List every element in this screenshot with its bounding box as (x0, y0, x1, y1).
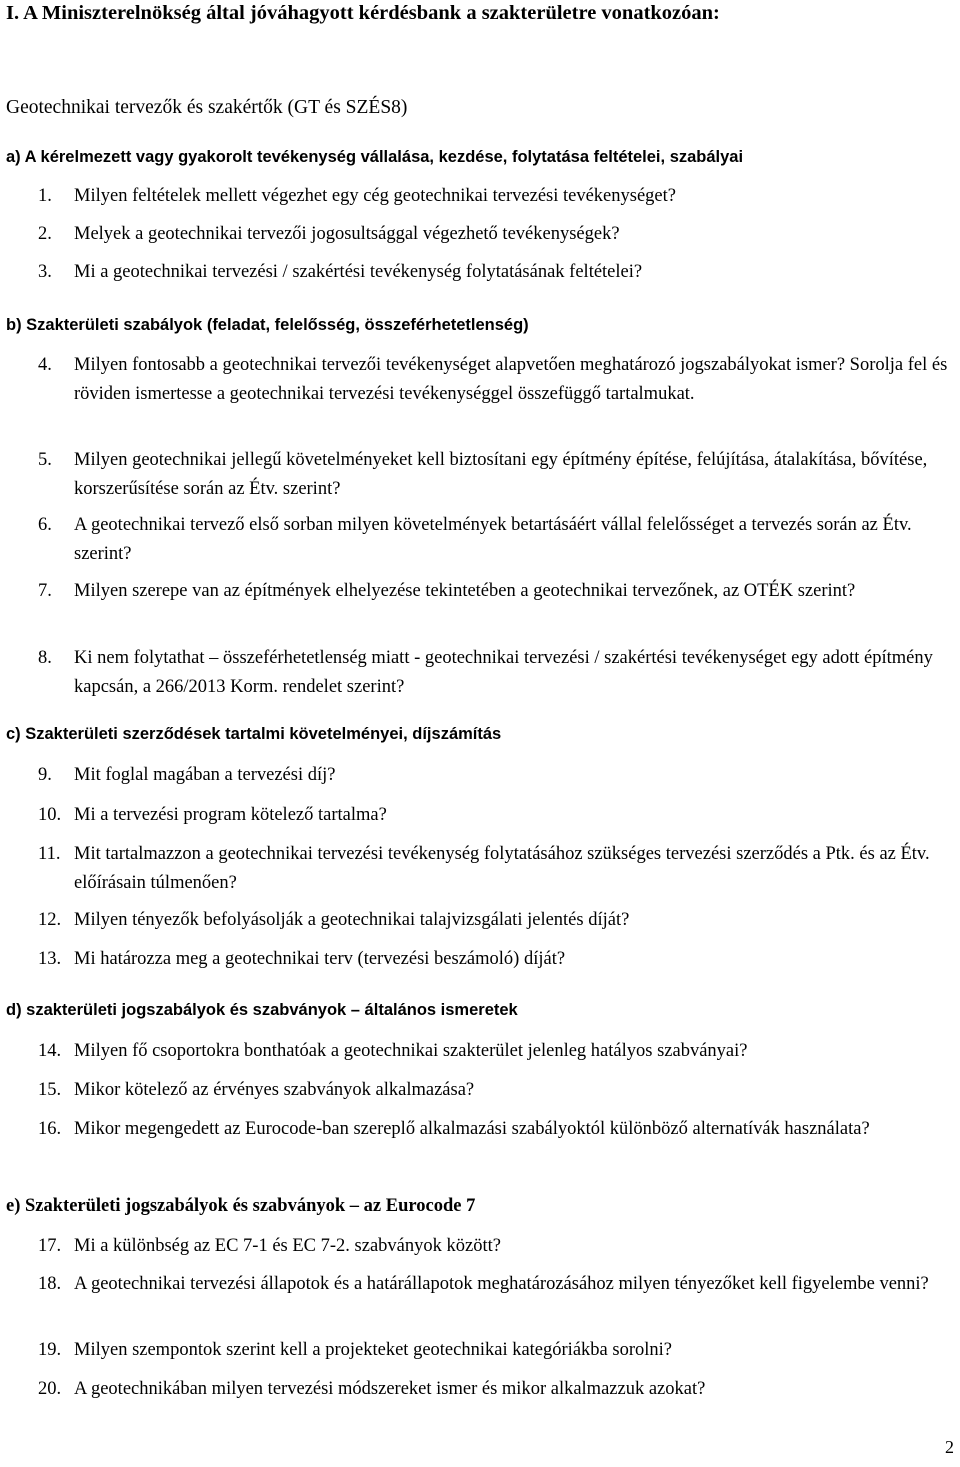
question-text: Mi a geotechnikai tervezési / szakértési tevékenység folytatásának feltételei? (74, 262, 643, 282)
question-text: Milyen fontosabb a geotechnikai tervezői tevékenységet alapvetően meghatározó jogszabályokat ismer? Sorolja fel és röviden ismertesse a geotechnikai tervezési tevékenységgel összefüggő tartalmukat. (74, 355, 948, 404)
question-number: 15. (38, 1080, 62, 1100)
question-number: 12. (38, 910, 62, 930)
question-number: 1. (38, 186, 52, 206)
page-number: 2 (945, 1437, 954, 1457)
subsection-b-heading: b) Szakterületi szabályok (feladat, felelősség, összeférhetetlenség) (6, 316, 529, 334)
question-text: Milyen geotechnikai jellegű követelményeket kell biztosítani egy építmény építése, felújítása, átalakítása, bővítése, korszerűsítése során az Étv. szerint? (74, 450, 928, 499)
question-item (38, 840, 948, 898)
subsection-d-heading: d) szakterületi jogszabályok és szabványok – általános ismeretek (6, 1001, 518, 1019)
question-text: Ki nem folytathat – összeférhetetlenség miatt - geotechnikai tervezési / szakértési tevékenységet egy adott építmény kapcsán, a 266/2013 Korm. rendelet szerint? (74, 648, 933, 697)
question-number: 17. (38, 1236, 62, 1256)
question-number: 3. (38, 262, 52, 282)
question-text: A geotechnikai tervező első sorban milyen követelmények betartásáért vállal felelősséget a tervezés során az Étv. szerint? (74, 515, 912, 564)
question-item (38, 1270, 948, 1299)
question-text: A geotechnikai tervezési állapotok és a határállapotok meghatározásához milyen tényezőket kell figyelembe venni? (74, 1274, 929, 1294)
question-text: Mikor megengedett az Eurocode-ban szereplő alkalmazási szabályoktól különböző alternatívák használata? (74, 1119, 870, 1139)
question-number: 20. (38, 1379, 62, 1399)
question-item (38, 644, 948, 702)
question-number: 5. (38, 450, 52, 470)
question-text: Mikor kötelező az érvényes szabványok alkalmazása? (74, 1080, 475, 1100)
question-item (38, 577, 948, 606)
question-item (38, 511, 948, 569)
question-text: Melyek a geotechnikai tervezői jogosultsággal végezhető tevékenységek? (74, 224, 620, 244)
question-text: Milyen szempontok szerint kell a projekteket geotechnikai kategóriákba sorolni? (74, 1340, 672, 1360)
question-item (38, 906, 948, 935)
question-text: Mi a tervezési program kötelező tartalma? (74, 805, 387, 825)
question-item (38, 1336, 948, 1365)
question-item (38, 945, 948, 974)
subsection-a-heading: a) A kérelmezett vagy gyakorolt tevékenység vállalása, kezdése, folytatása feltételei, szabályai (6, 148, 744, 166)
question-number: 11. (38, 844, 61, 864)
question-item (38, 1232, 948, 1261)
question-item (38, 220, 948, 249)
question-number: 7. (38, 581, 52, 601)
question-number: 4. (38, 355, 52, 375)
question-item (38, 801, 948, 830)
question-item (38, 761, 948, 790)
question-number: 8. (38, 648, 52, 668)
question-item (38, 258, 948, 287)
question-text: Mit foglal magában a tervezési díj? (74, 765, 336, 785)
question-item (38, 1037, 948, 1066)
question-item (38, 182, 948, 211)
question-number: 10. (38, 805, 62, 825)
question-item (38, 1115, 948, 1144)
question-text: A geotechnikában milyen tervezési módszereket ismer és mikor alkalmazzuk azokat? (74, 1379, 706, 1399)
question-text: Mi határozza meg a geotechnikai terv (tervezési beszámoló) díját? (74, 949, 566, 969)
question-text: Mit tartalmazzon a geotechnikai tervezési tevékenység folytatásához szükséges tervezési szerződés a Ptk. és az Étv. előírásain túlmenően? (74, 844, 930, 893)
question-number: 19. (38, 1340, 62, 1360)
subsection-c-heading: c) Szakterületi szerződések tartalmi követelményei, díjszámítás (6, 725, 502, 743)
question-number: 16. (38, 1119, 62, 1139)
question-number: 6. (38, 515, 52, 535)
question-text: Milyen szerepe van az építmények elhelyezése tekintetében a geotechnikai tervezőnek, az OTÉK szerint? (74, 581, 856, 601)
question-number: 14. (38, 1041, 62, 1061)
question-text: Mi a különbség az EC 7-1 és EC 7-2. szabványok között? (74, 1236, 501, 1256)
question-number: 9. (38, 765, 52, 785)
question-item (38, 351, 948, 409)
question-text: Milyen tényezők befolyásolják a geotechnikai talajvizsgálati jelentés díját? (74, 910, 630, 930)
page-title: I. A Miniszterelnökség által jóváhagyott kérdésbank a szakterületre vonatkozóan: (6, 2, 720, 24)
question-text: Milyen fő csoportokra bonthatóak a geotechnikai szakterület jelenleg hatályos szabványai? (74, 1041, 748, 1061)
question-item (38, 1076, 948, 1105)
subsection-e-heading: e) Szakterületi jogszabályok és szabványok – az Eurocode 7 (6, 1196, 476, 1216)
question-item (38, 1375, 948, 1404)
question-number: 2. (38, 224, 52, 244)
question-number: 18. (38, 1274, 62, 1294)
section-title: Geotechnikai tervezők és szakértők (GT és SZÉS8) (6, 97, 408, 118)
question-item (38, 446, 948, 504)
question-text: Milyen feltételek mellett végezhet egy cég geotechnikai tervezési tevékenységet? (74, 186, 676, 206)
question-number: 13. (38, 949, 62, 969)
